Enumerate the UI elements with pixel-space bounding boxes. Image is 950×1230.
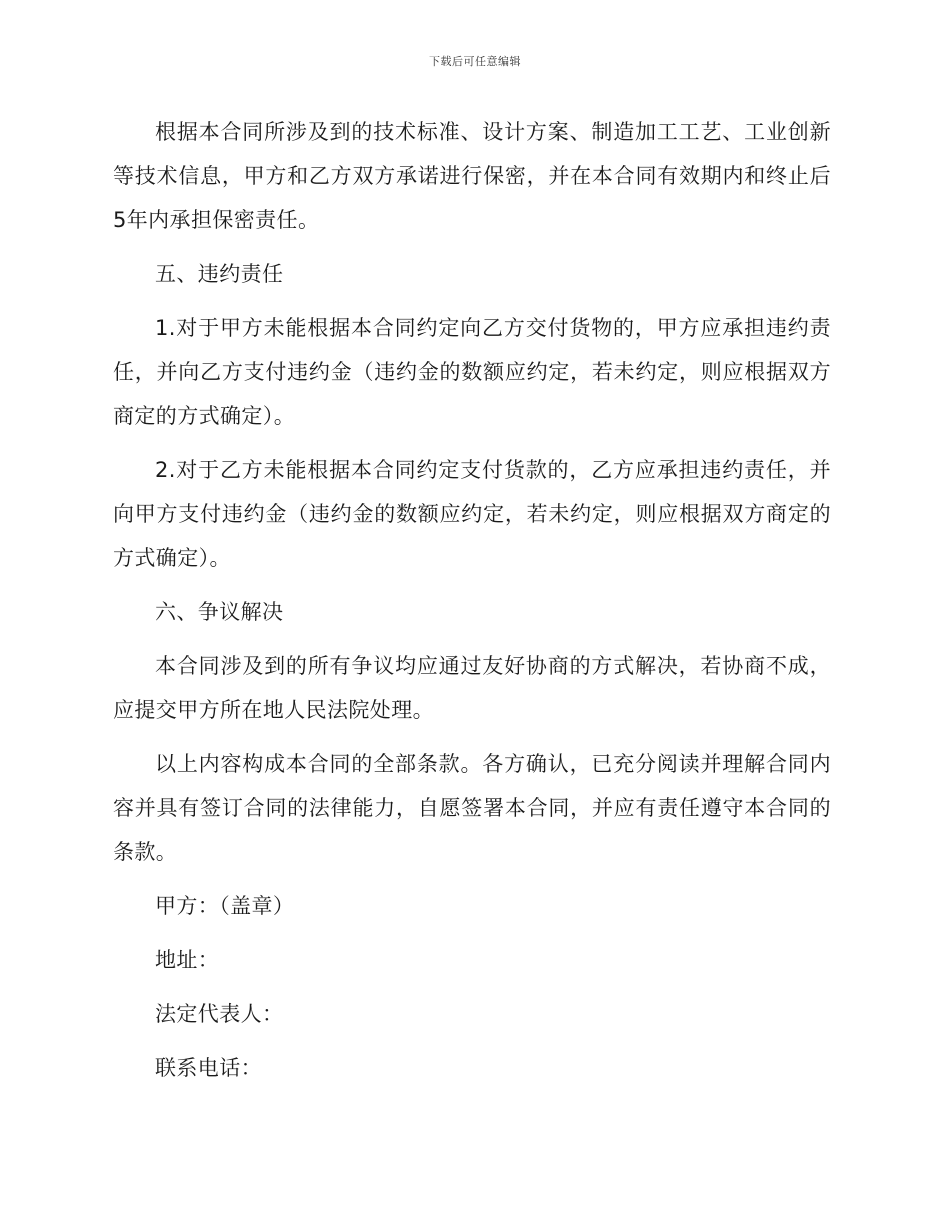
section-heading-dispute: 六、争议解决 [155, 600, 284, 624]
confidentiality-paragraph: 根据本合同所涉及到的技术标准、设计方案、制造加工工艺、工业创新等技术信息，甲方和乙方双方承诺进行保密，并在本合同有效期内和终止后5年内承担保密责任。 [113, 120, 831, 232]
closing-paragraph: 以上内容构成本合同的全部条款。各方确认，已充分阅读并理解合同内容并具有签订合同的法律能力，自愿签署本合同，并应有责任遵守本合同的条款。 [113, 752, 831, 864]
document-body [113, 110, 831, 1090]
party-a-seal-label: 甲方：（盖章） [155, 894, 295, 918]
page-header: 下载后可任意编辑 [429, 55, 521, 68]
section-heading-breach: 五、违约责任 [155, 262, 284, 286]
breach-clause-1: 1.对于甲方未能根据本合同约定向乙方交付货物的，甲方应承担违约责任，并向乙方支付违约金（违约金的数额应约定，若未约定，则应根据双方商定的方式确定）。 [113, 316, 831, 428]
dispute-paragraph: 本合同涉及到的所有争议均应通过友好协商的方式解决，若协商不成，应提交甲方所在地人民法院处理。 [113, 654, 831, 722]
contact-phone-label: 联系电话： [155, 1056, 262, 1080]
address-label: 地址： [155, 948, 220, 972]
legal-representative-label: 法定代表人： [155, 1002, 284, 1026]
breach-clause-2: 2.对于乙方未能根据本合同约定支付货款的，乙方应承担违约责任，并向甲方支付违约金（违约金的数额应约定，若未约定，则应根据双方商定的方式确定）。 [113, 458, 831, 570]
